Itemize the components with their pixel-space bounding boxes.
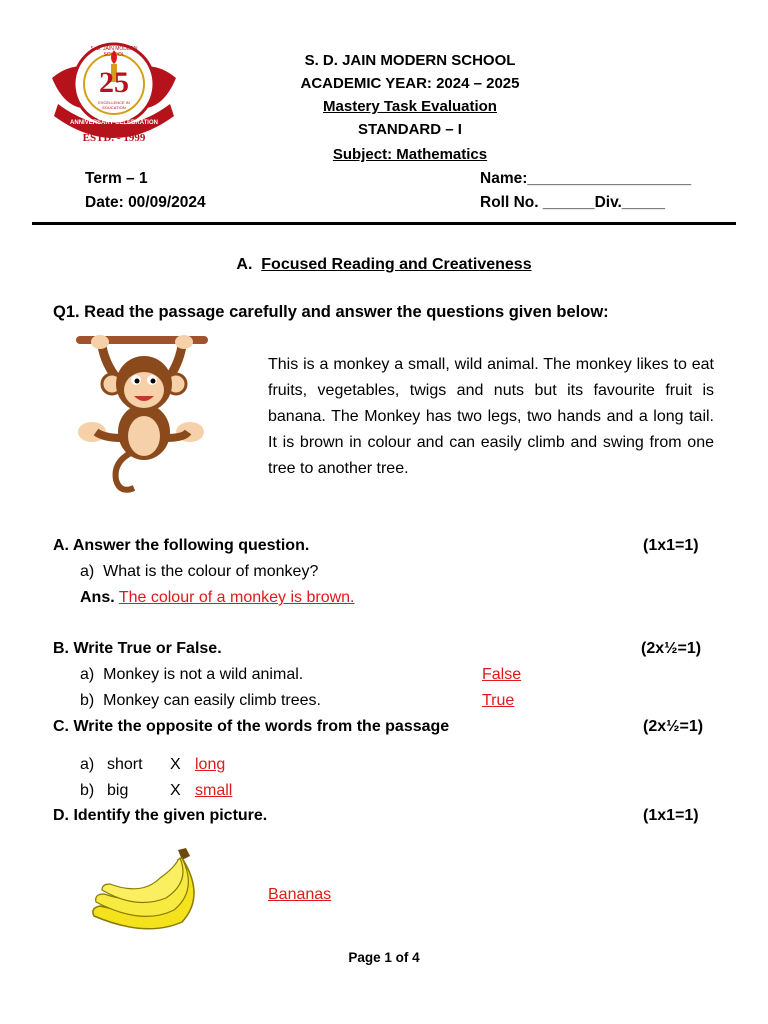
subject-text: Subject: Mathematics bbox=[332, 146, 488, 163]
section-text: Focused Reading and Creativeness bbox=[261, 256, 532, 273]
evaluation-title bbox=[0, 98, 768, 115]
partC-marks: (2x½=1) bbox=[643, 718, 704, 735]
partD-answer: Bananas bbox=[268, 886, 332, 903]
logo-number: 25 bbox=[99, 66, 129, 99]
partB-answer: True bbox=[482, 692, 515, 709]
partC-answer: long bbox=[195, 756, 226, 773]
partC-x: X bbox=[170, 756, 181, 773]
partC-label: b) bbox=[80, 782, 95, 799]
partB-item-label: a) bbox=[80, 666, 95, 683]
partB-item-label: b) bbox=[80, 692, 95, 709]
section-title bbox=[0, 256, 768, 274]
partD-marks: (1x1=1) bbox=[643, 807, 699, 824]
standard: STANDARD – I bbox=[358, 121, 462, 138]
page-number: Page 1 of 4 bbox=[348, 950, 420, 965]
academic-year: ACADEMIC YEAR: 2024 – 2025 bbox=[300, 75, 520, 92]
school-name: S. D. JAIN MODERN SCHOOL bbox=[304, 52, 516, 69]
partA-q-label: a) bbox=[80, 563, 95, 580]
section-letter: A. bbox=[236, 256, 253, 273]
partA-question bbox=[80, 563, 318, 581]
date: Date: 00/09/2024 bbox=[85, 194, 206, 211]
partD-title: D. Identify the given picture. bbox=[53, 807, 268, 824]
partB-item-text: Monkey is not a wild animal. bbox=[103, 666, 304, 683]
logo-inner-text: EXCELLENCE IN EDUCATION bbox=[98, 100, 130, 110]
subject bbox=[0, 146, 768, 163]
partA-title: A. Answer the following question. bbox=[53, 537, 310, 554]
partB-item-text: Monkey can easily climb trees. bbox=[103, 692, 321, 709]
monkey-image bbox=[72, 328, 222, 498]
partA-marks: (1x1=1) bbox=[643, 537, 699, 554]
partA-answer-text: The colour of a monkey is brown. bbox=[118, 589, 355, 606]
partB-answer: False bbox=[482, 666, 522, 683]
partB-item bbox=[80, 692, 321, 710]
logo-estd: ESTD. - 1999 bbox=[82, 132, 146, 144]
partB-item bbox=[80, 666, 303, 684]
logo-ribbon-text: ANNIVERSARY CELEBRATION bbox=[70, 120, 158, 126]
partC-word: short bbox=[107, 756, 143, 773]
partA-q-text: What is the colour of monkey? bbox=[103, 563, 319, 580]
q1-title: Q1. Read the passage carefully and answer the questions given below: bbox=[53, 303, 609, 321]
header-divider bbox=[32, 222, 736, 225]
partA-answer bbox=[80, 589, 355, 607]
term: Term – 1 bbox=[85, 170, 148, 187]
passage: This is a monkey a small, wild animal. The monkey likes to eat fruits, vegetables, twigs and nuts but its favourite fruit is banana. The Monkey has two legs, two hands and a long tail. It is brown in colour and can easily climb and swing from one tree to another tree. bbox=[268, 356, 714, 477]
banana-image bbox=[86, 846, 212, 934]
logo-ring-text: S. D. JAIN MODERN SCHOOL bbox=[90, 46, 138, 58]
partC-word: big bbox=[107, 782, 129, 799]
partC-x: X bbox=[170, 782, 181, 799]
roll-field: Roll No. ______Div._____ bbox=[480, 194, 665, 211]
partB-title: B. Write True or False. bbox=[53, 640, 222, 657]
partC-answer: small bbox=[195, 782, 233, 799]
partC-title: C. Write the opposite of the words from the passage bbox=[53, 718, 450, 735]
ans-label: Ans. bbox=[80, 589, 115, 606]
evaluation-text: Mastery Task Evaluation bbox=[323, 98, 497, 115]
partC-label: a) bbox=[80, 756, 95, 773]
name-field: Name:___________________ bbox=[480, 170, 692, 187]
partB-marks: (2x½=1) bbox=[641, 640, 702, 657]
